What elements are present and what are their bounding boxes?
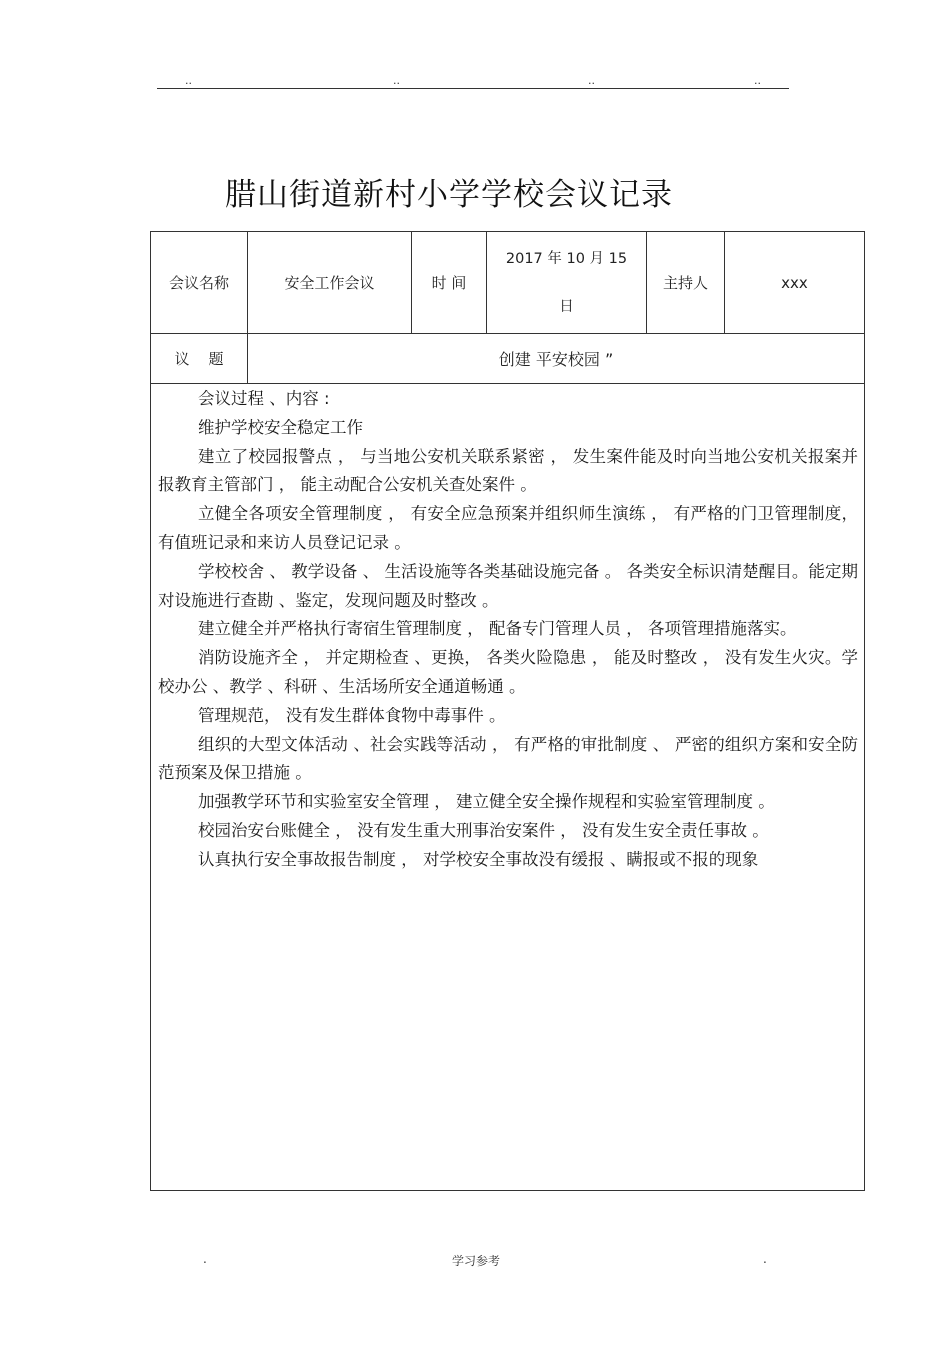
meeting-record-table [150, 231, 865, 1191]
header-rule [157, 88, 789, 89]
content-paragraph: 认真执行安全事故报告制度 ， 对学校安全事故没有缓报 、瞒报或不报的现象 [198, 849, 759, 869]
header-dot: .. [588, 74, 595, 87]
content-paragraph: 会议过程 、内容 : [198, 389, 330, 408]
header-dot: .. [185, 74, 192, 87]
meeting-name-value: 安全工作会议 [284, 274, 375, 292]
content-paragraph: 组织的大型文体活动 、社会实践等活动 ， 有严格的审批制度 、 严密的组织方案和安全防范预案及保卫措施 。 [158, 734, 858, 783]
content-paragraph: 维护学校安全稳定工作 [198, 417, 363, 437]
topic-label: 议 题 [174, 350, 224, 368]
content-paragraph: 建立健全并严格执行寄宿生管理制度 ， 配备专门管理人员 ， 各项管理措施落实。 [198, 619, 797, 639]
content-paragraph: 立健全各项安全管理制度 ， 有安全应急预案并组织师生演练 ， 有严格的门卫管理制度， 有值班记录和来访人员登记记录 。 [158, 504, 858, 552]
time-label: 时 间 [431, 274, 467, 292]
page-title: 腊山街道新村小学学校会议记录 [225, 177, 673, 213]
header-dot: .. [754, 74, 761, 87]
time-value-line2: 日 [559, 298, 574, 315]
footer-left: . [203, 1252, 207, 1266]
content-paragraph: 学校校舍 、 教学设备 、 生活设施等各类基础设施完备 。 各类安全标识清楚醒目。能定期对设施进行查勘 、鉴定，发现问题及时整改 。 [158, 561, 858, 610]
content-paragraph: 校园治安台账健全 ， 没有发生重大刑事治安案件 ， 没有发生安全责任事故 。 [198, 820, 769, 840]
row-divider [151, 383, 864, 384]
host-value: xxx [781, 273, 808, 292]
footer-right: . [763, 1252, 767, 1266]
content-paragraph: 加强教学环节和实验室安全管理 ， 建立健全安全操作规程和实验室管理制度 。 [198, 792, 775, 812]
header-dot: .. [393, 74, 400, 87]
host-label: 主持人 [662, 274, 708, 292]
footer-center: 学习参考 [452, 1254, 501, 1268]
content-paragraph: 管理规范， 没有发生群体食物中毒事件 。 [198, 705, 506, 725]
meeting-name-label: 会议名称 [168, 274, 229, 292]
topic-value: 创建 平安校园 ” [498, 350, 614, 369]
time-value [487, 232, 646, 333]
meeting-content [158, 385, 858, 875]
content-paragraph: 建立了校园报警点 ， 与当地公安机关联系紧密 ， 发生案件能及时向当地公安机关报案并报教育主管部门 ， 能主动配合公安机关查处案件 。 [158, 446, 858, 495]
time-value-line1: 2017 年 10 月 15 [505, 250, 628, 267]
content-paragraph: 消防设施齐全 ， 并定期检查 、更换， 各类火险隐患 ， 能及时整改 ， 没有发生火灾。学校办公 、教学 、科研 、生活场所安全通道畅通 。 [158, 648, 858, 696]
